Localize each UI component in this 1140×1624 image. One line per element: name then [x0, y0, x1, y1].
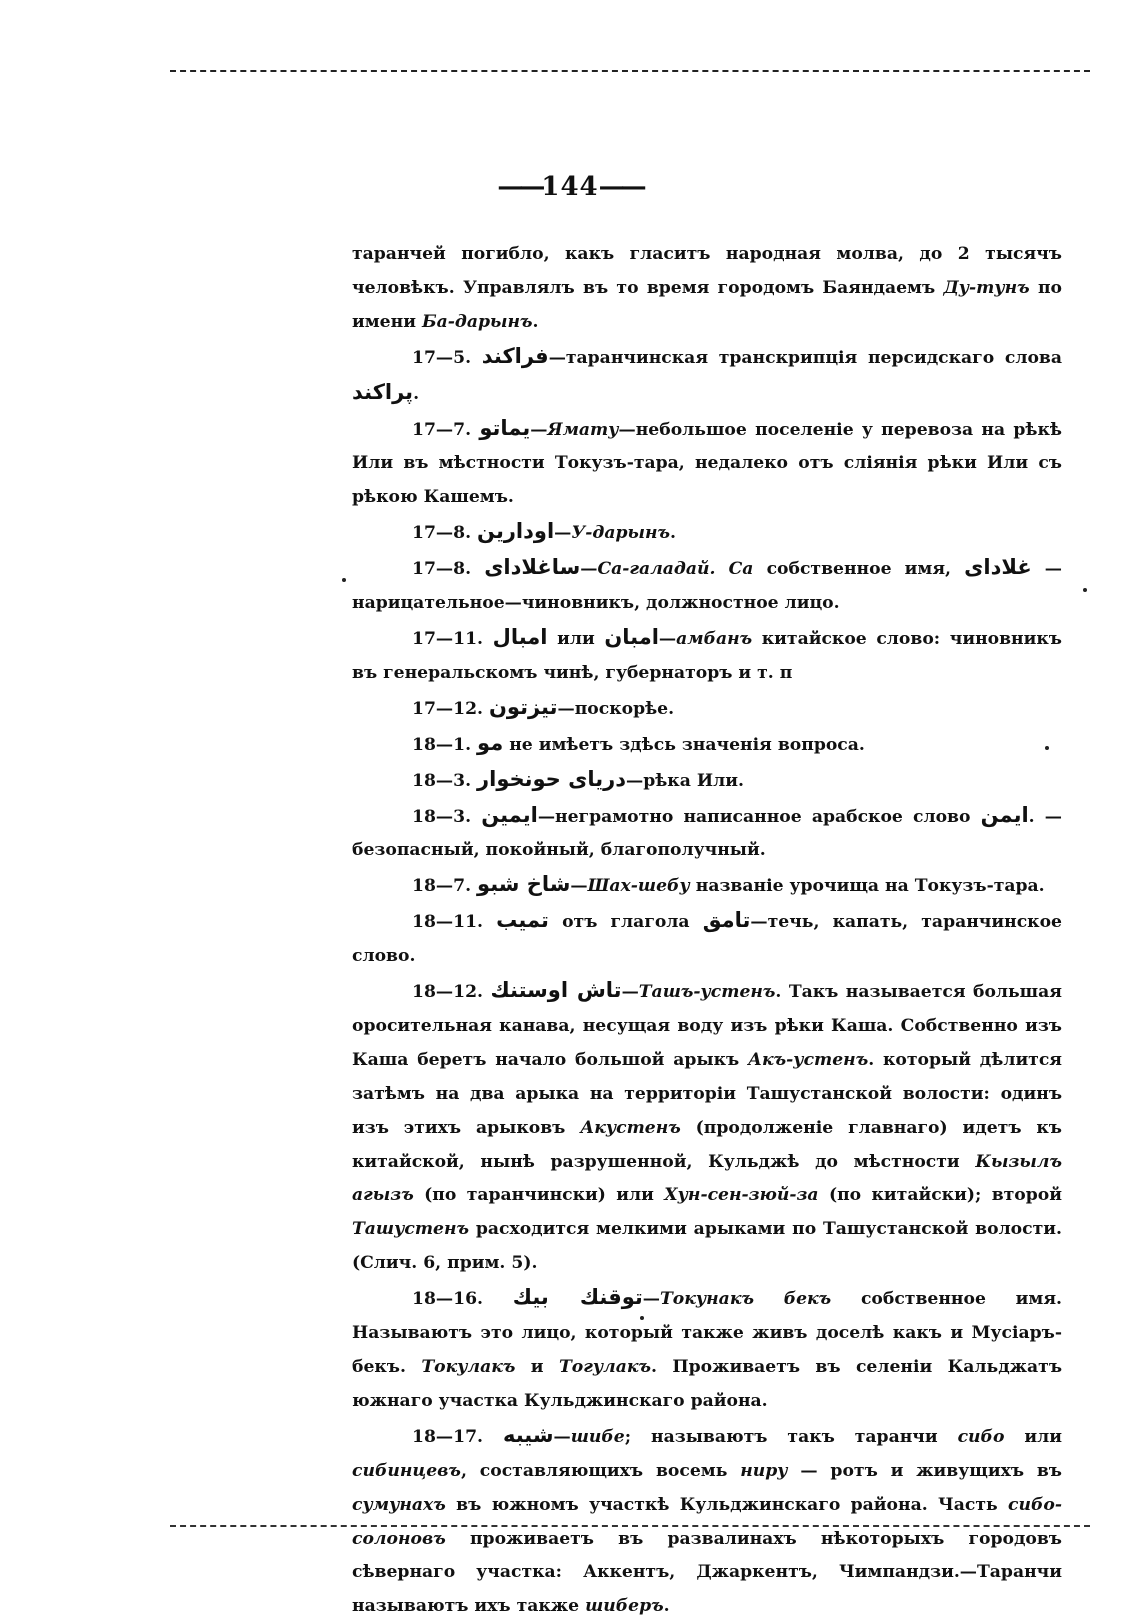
note-paragraph [352, 763, 1062, 799]
note-text: въ южномъ участкѣ Кульджинскаго района. Часть [445, 1494, 1009, 1515]
arabic-script-term: ايمين [481, 802, 538, 827]
note-text: по имени [352, 277, 1063, 332]
italic-term: Ба-дарынъ [421, 311, 533, 332]
italic-term: Токунакъ бекъ [659, 1289, 832, 1310]
note-text: ; называютъ такъ таранчи [624, 1426, 958, 1447]
note-text: 17—11. [412, 628, 493, 649]
scan-speck [640, 1316, 644, 1320]
note-paragraph [352, 340, 1062, 412]
note-text: не имѣетъ здѣсь значенія вопроса. [503, 734, 865, 755]
top-dashed-rule [170, 70, 1090, 72]
page-number: —— 144 —— [0, 172, 1140, 202]
arabic-script-term: فراكند [481, 343, 549, 368]
arabic-script-term: ايمن [980, 802, 1029, 827]
notes-body [352, 238, 1062, 1624]
note-text: 18—1. [412, 734, 478, 755]
note-text: — [642, 1289, 660, 1310]
italic-term: амбанъ [676, 628, 753, 649]
note-text: таранчей погибло, какъ гласитъ народная молва, до 2 тысячъ человѣкъ. Управлялъ въ то время городомъ Баяндаемъ [352, 244, 1062, 298]
note-paragraph [352, 412, 1062, 516]
note-text: или [547, 628, 605, 649]
note-text: . [413, 383, 420, 404]
italic-term: Токулакъ [421, 1357, 516, 1377]
italic-term: сибо [957, 1426, 1005, 1447]
note-text: собственное имя. Называютъ это лицо, который также живъ доселѣ какъ и Мусіаръ-бекъ. [352, 1289, 1062, 1377]
italic-term: шиберъ [585, 1596, 664, 1617]
arabic-script-term: يماتو [479, 415, 531, 440]
note-text: собственное имя, [753, 559, 965, 580]
note-paragraph [352, 904, 1062, 974]
note-text: —небольшое поселеніе у перевоза на рѣкѣ Или въ мѣстности Токузъ-тара, недалеко отъ сліянія рѣки Или съ рѣкою Кашемъ. [352, 419, 1062, 508]
note-text: (по китайски); второй [818, 1185, 1062, 1206]
italic-term: Шах-шебу [587, 876, 690, 897]
note-text: 17—7. [412, 419, 480, 440]
note-text: 17—8. [412, 559, 485, 580]
note-text: —рѣка Или. [626, 770, 744, 791]
note-paragraph [352, 868, 1062, 904]
italic-term: сибинцевъ [352, 1460, 461, 1481]
note-text: расходится мелкими арыками по Ташустанской волости. (Слич. 6, прим. 5). [352, 1219, 1062, 1274]
note-text: 17—5. [412, 347, 482, 368]
note-text: 17—8. [412, 523, 478, 544]
arabic-script-term: ساغلادای [484, 555, 581, 580]
note-paragraph [352, 515, 1062, 551]
note-text: названіе урочища на Токузъ-тара. [689, 876, 1045, 897]
arabic-script-term: پراكند [352, 379, 414, 404]
note-text: —поскорѣе. [557, 698, 675, 719]
arabic-script-term: شيبه [502, 1422, 554, 1447]
arabic-script-term: اودارين [477, 519, 555, 544]
note-text: — [580, 559, 598, 580]
scan-speck [342, 578, 346, 582]
italic-term: Ташъ-устенъ [638, 982, 776, 1003]
note-text: (по таранчински) или [413, 1185, 665, 1206]
note-text: , составляющихъ восемь [460, 1460, 741, 1481]
note-text: китайское слово: чиновникъ въ генеральскомъ чинѣ, губернаторъ и т. п [352, 628, 1062, 683]
bottom-dashed-rule [170, 1525, 1090, 1527]
note-text: — нарицательное—чиновникъ, должностное лицо. [352, 559, 1062, 614]
note-text: (продолженіе главнаго) идетъ къ китайской, нынѣ разрушенной, Кульджѣ до мѣстности [352, 1117, 1062, 1172]
arabic-script-term: غلادای [964, 555, 1032, 580]
italic-term: Хун-сен-зюй-за [664, 1185, 819, 1206]
scan-speck [1045, 746, 1049, 750]
note-text: . Такъ называется большая оросительная канава, несущая воду изъ рѣки Каша. Собственно изъ Каша беретъ начало большой арыкъ [352, 982, 1062, 1070]
italic-term: Ташустенъ [352, 1219, 470, 1240]
arabic-script-term: تيزتون [489, 694, 558, 719]
note-paragraph [352, 727, 1062, 763]
note-paragraph [352, 621, 1062, 691]
italic-term: Тогулакъ [558, 1357, 651, 1377]
italic-term: Кызылъ агызъ [352, 1151, 1062, 1206]
italic-term: Акустенъ [580, 1117, 681, 1138]
italic-term: Акъ-устенъ [748, 1049, 869, 1070]
note-text: —течь, капать, таранчинское слово. [352, 912, 1062, 967]
arabic-script-term: تمیب [496, 908, 549, 933]
note-text: — [658, 628, 677, 649]
italic-term: У-дарынъ [571, 523, 671, 544]
note-text: 18—7. [412, 876, 478, 897]
note-text: 18—3. [412, 770, 478, 791]
italic-term: ниру [740, 1460, 788, 1481]
note-text: 18—11. [412, 912, 497, 933]
note-text: отъ глагола [548, 912, 703, 933]
note-paragraph [352, 551, 1062, 621]
note-text: 17—12. [412, 698, 489, 719]
note-paragraph [352, 238, 1062, 340]
note-paragraph [352, 974, 1062, 1281]
italic-term: Са-галадай. Са [597, 559, 754, 580]
note-text: — [553, 1426, 571, 1447]
arabic-script-term: امبان [604, 624, 659, 649]
italic-term: Ду-тунъ [943, 277, 1030, 298]
note-text: или [1004, 1426, 1062, 1447]
note-text: 18—16. [412, 1289, 513, 1310]
italic-term: Ямату [547, 419, 619, 440]
arabic-script-term: امبال [492, 624, 548, 649]
arabic-script-term: مو [477, 730, 504, 755]
arabic-script-term: توقنك بيك [512, 1285, 643, 1310]
note-text: — [570, 876, 588, 897]
note-text: и [515, 1357, 559, 1377]
note-paragraph [352, 1281, 1062, 1419]
italic-term: шибе [570, 1426, 625, 1447]
note-paragraph [352, 799, 1062, 869]
note-text: . [663, 1596, 670, 1617]
italic-term: сумунахъ [352, 1494, 446, 1515]
note-text: . Проживаетъ въ селеніи Кальджатъ южнаго участка Кульджинскаго района. [352, 1357, 1063, 1411]
note-text: 18—17. [412, 1426, 503, 1447]
note-text: . который дѣлится затѣмъ на два арыка на территоріи Ташустанской волости: одинъ изъ этихъ арыковъ [352, 1049, 1062, 1138]
note-text: — [621, 982, 639, 1003]
arabic-script-term: تامق [702, 908, 751, 933]
italic-term: сибо-солоновъ [352, 1494, 1062, 1549]
arabic-script-term: تاش اوستنك [490, 978, 622, 1003]
note-paragraph [352, 1419, 1062, 1624]
note-text: проживаетъ въ развалинахъ нѣкоторыхъ городовъ сѣвернаго участка: Аккентъ, Джаркентъ, Чимпандзи.—Таранчи называютъ ихъ также [352, 1528, 1062, 1617]
note-text: —таранчинская транскрипція персидскаго слова [548, 347, 1062, 368]
note-text: . [670, 523, 677, 544]
note-text: 18—3. [412, 806, 482, 827]
note-text: — [530, 419, 548, 440]
note-text: —неграмотно написанное арабское слово [537, 806, 981, 827]
arabic-script-term: دریای حونخوار [477, 766, 627, 791]
arabic-script-term: شاخ شبو [477, 872, 571, 897]
note-text: . — безопасный, покойный, благополучный. [352, 806, 1062, 861]
scan-speck [1083, 588, 1087, 592]
note-text: — [554, 523, 572, 544]
note-text: — ротъ и живущихъ въ [787, 1460, 1062, 1481]
note-text: . [532, 311, 539, 332]
note-paragraph [352, 691, 1062, 727]
note-text: 18—12. [412, 982, 491, 1003]
